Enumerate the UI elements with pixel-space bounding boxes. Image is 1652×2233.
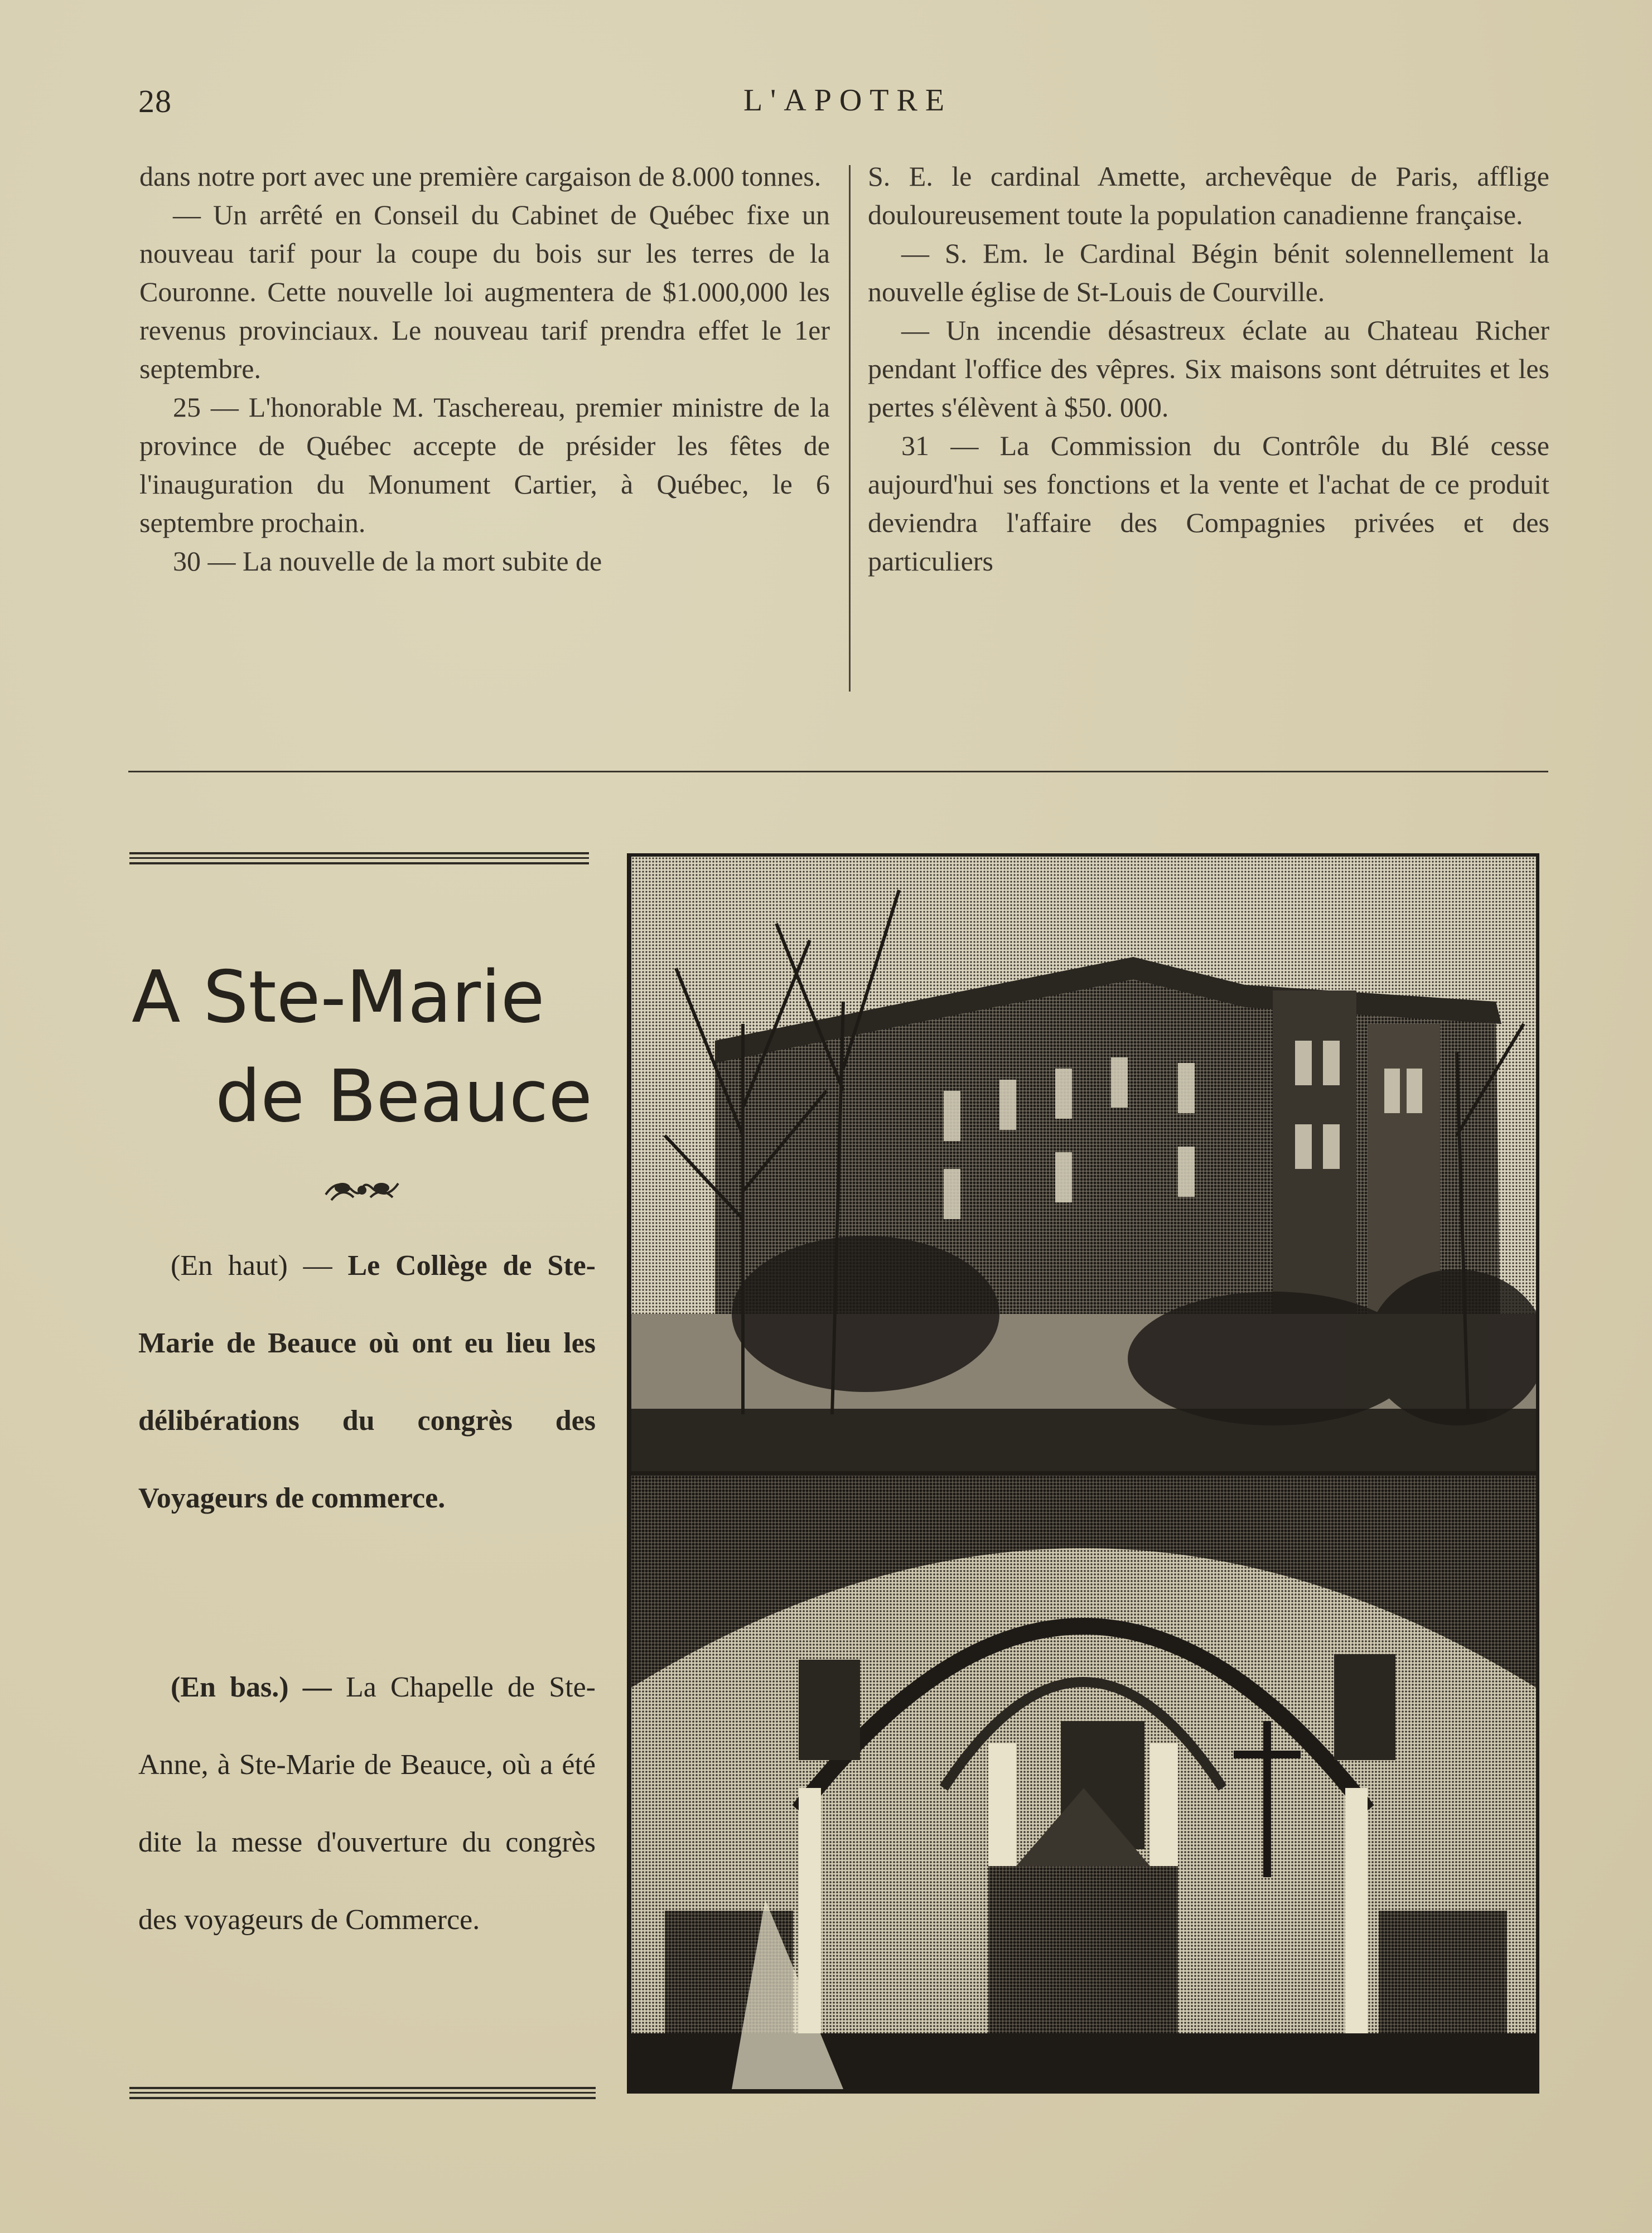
chronicle-right-column	[868, 157, 1549, 581]
chronicle-paragraph: — S. Em. le Cardinal Bégin bénit solennellement la nouvelle église de St-Louis de Courville.	[868, 238, 1549, 307]
caption-top-body: Le Collège de Ste-Marie de Beauce où ont eu lieu les délibérations du congrès des Voyageurs de commerce.	[138, 1250, 596, 1514]
college-building-photo	[631, 857, 1536, 1471]
caption-top-lead: (En haut) —	[171, 1250, 348, 1282]
floral-ornament-icon	[320, 1167, 404, 1211]
bottom-double-rule	[129, 2087, 596, 2099]
caption-top	[138, 1227, 596, 1537]
chronicle-paragraph: — Un arrêté en Conseil du Cabinet de Québec fixe un nouveau tarif pour la coupe du bois sur les terres de la Couronne. Cette nouvelle loi augmentera de $1.000,000 les revenus provinciaux. Le nouveau tarif prendra effet le 1er septembre.	[139, 199, 830, 384]
chronicle-paragraph: S. E. le cardinal Amette, archevêque de Paris, afflige douloureusement toute la population canadienne française.	[868, 161, 1549, 230]
running-head: L'APOTRE	[743, 83, 953, 118]
chapel-interior-photo	[631, 1476, 1536, 2089]
article-title	[132, 948, 622, 1147]
chronicle-paragraph: — Un incendie désastreux éclate au Chateau Richer pendant l'office des vêpres. Six maisons sont détruites et les pertes s'élèvent à $50. 000.	[868, 315, 1549, 423]
chronicle-paragraph: 30 — La nouvelle de la mort subite de	[173, 545, 602, 577]
caption-bottom-lead: (En bas.) —	[171, 1671, 346, 1703]
chronicle-paragraph: dans notre port avec une première cargaison de 8.000 tonnes.	[139, 161, 822, 192]
article-title-line2: de Beauce	[215, 1055, 592, 1138]
chronicle-paragraph: 31 — La Commission du Contrôle du Blé cesse aujourd'hui ses fonctions et la vente et l'achat de ce produit deviendra l'affaire des Compagnies privées et des particuliers	[868, 430, 1549, 577]
column-divider	[849, 165, 851, 692]
top-double-rule	[129, 852, 589, 864]
article-title-line1: A Ste-Marie	[132, 956, 545, 1039]
caption-bottom	[138, 1649, 596, 1959]
chronicle-paragraph: 25 — L'honorable M. Taschereau, premier ministre de la province de Québec accepte de présider les fêtes de l'inauguration du Monument Cartier, à Québec, le 6 septembre prochain.	[139, 392, 830, 538]
section-rule	[128, 771, 1548, 772]
caption-bottom-body: La Chapelle de Ste-Anne, à Ste-Marie de Beauce, où a été dite la messe d'ouverture du congrès des voyageurs de Commerce.	[138, 1671, 596, 1936]
chronicle-left-column	[139, 157, 830, 581]
page-number: 28	[138, 83, 172, 119]
